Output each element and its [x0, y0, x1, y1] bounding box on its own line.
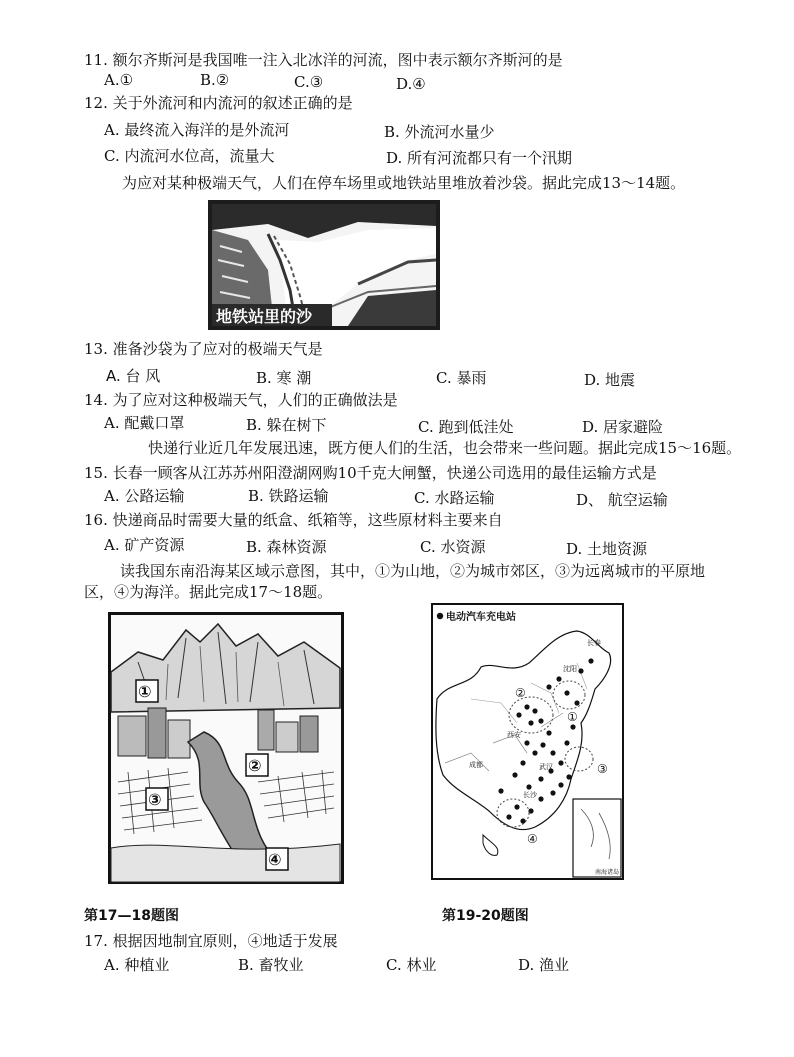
intro-17-18-line2: 区，④为海洋。据此完成17～18题。 [84, 583, 333, 601]
intro-13-14: 为应对某种极端天气，人们在停车场里或地铁站里堆放着沙袋。据此完成13～14题。 [122, 174, 686, 192]
q17-option-b: B. 畜牧业 [238, 956, 304, 974]
q16-stem: 16. 快递商品时需要大量的纸盒、纸箱等，这些原材料主要来自 [84, 511, 503, 529]
q16-option-c: C. 水资源 [420, 538, 486, 556]
q13-option-c: C. 暴雨 [436, 369, 487, 387]
q14-option-b: B. 躲在树下 [246, 416, 327, 434]
q11-option-c: C.③ [294, 73, 324, 91]
legend-dot [437, 613, 443, 619]
q16-option-d: D. 土地资源 [566, 540, 648, 558]
q14-stem: 14. 为了应对这种极端天气，人们的正确做法是 [84, 391, 398, 409]
q11-option-a: A.① [104, 71, 134, 89]
q13-option-a: A. 台 风 [106, 367, 161, 385]
q14-option-a: A. 配戴口罩 [104, 414, 185, 432]
map-marker-3: ③ [597, 762, 608, 776]
q15-option-d: D、 航空运输 [576, 491, 668, 509]
q17-option-a: A. 种植业 [104, 956, 170, 974]
q13-option-d: D. 地震 [584, 371, 636, 389]
caption-figure-17-18: 第17—18题图 [84, 908, 179, 924]
q11-option-b: B.② [200, 71, 230, 89]
q17-option-d: D. 渔业 [518, 956, 570, 974]
city-changsha: 长沙 [523, 791, 537, 799]
q11-option-d: D.④ [396, 75, 426, 93]
q15-option-b: B. 铁路运输 [248, 487, 329, 505]
q16-option-b: B. 森林资源 [246, 538, 327, 556]
q11-stem: 11. 额尔齐斯河是我国唯一注入北冰洋的河流，图中表示额尔齐斯河的是 [84, 51, 563, 69]
marker-3: ③ [148, 790, 162, 809]
map-marker-2: ② [515, 686, 526, 700]
q13-option-b: B. 寒 潮 [256, 369, 312, 387]
map-marker-4: ④ [527, 832, 538, 846]
q14-option-d: D. 居家避险 [582, 418, 664, 436]
intro-17-18-line1: 读我国东南沿海某区域示意图，其中，①为山地，②为城市郊区，③为远离城市的平原地 [120, 562, 706, 580]
q15-option-a: A. 公路运输 [104, 487, 185, 505]
marker-4: ④ [268, 850, 282, 869]
map-legend: 电动汽车充电站 [446, 612, 516, 623]
marker-1: ① [138, 682, 152, 701]
q12-option-c: C. 内流河水位高，流量大 [104, 147, 275, 165]
q13-stem: 13. 准备沙袋为了应对的极端天气是 [84, 340, 323, 358]
q12-option-d: D. 所有河流都只有一个汛期 [386, 149, 573, 167]
q17-option-c: C. 林业 [386, 956, 437, 974]
q15-stem: 15. 长春一顾客从江苏苏州阳澄湖网购10千克大闸蟹，快递公司选用的最佳运输方式是 [84, 464, 657, 482]
intro-15-16: 快递行业近几年发展迅速，既方便人们的生活，也会带来一些问题。据此完成15～16题。 [148, 439, 742, 457]
marker-2: ② [248, 756, 262, 775]
city-xian: 西安 [507, 731, 521, 739]
city-chengdu: 成都 [469, 761, 483, 769]
inset-label: 南海诸岛 [595, 869, 620, 876]
city-changchun: 长春 [587, 639, 601, 647]
q14-option-c: C. 跑到低洼处 [418, 418, 514, 436]
sandbag-photo [208, 200, 440, 330]
q17-stem: 17. 根据因地制宜原则，④地适于发展 [84, 932, 338, 950]
landscape-diagram [108, 612, 344, 884]
q12-option-a: A. 最终流入海洋的是外流河 [104, 121, 290, 139]
china-charging-map [431, 603, 624, 880]
city-wuhan: 武汉 [539, 763, 553, 771]
caption-figure-19-20: 第19-20题图 [442, 908, 529, 924]
map-marker-1: ① [567, 710, 578, 724]
photo-caption: 地铁站里的沙 [216, 307, 313, 326]
q12-option-b: B. 外流河水量少 [384, 123, 495, 141]
q16-option-a: A. 矿产资源 [104, 536, 185, 554]
q15-option-c: C. 水路运输 [414, 489, 495, 507]
q12-stem: 12. 关于外流河和内流河的叙述正确的是 [84, 94, 353, 112]
city-shenyang: 沈阳 [563, 665, 577, 673]
